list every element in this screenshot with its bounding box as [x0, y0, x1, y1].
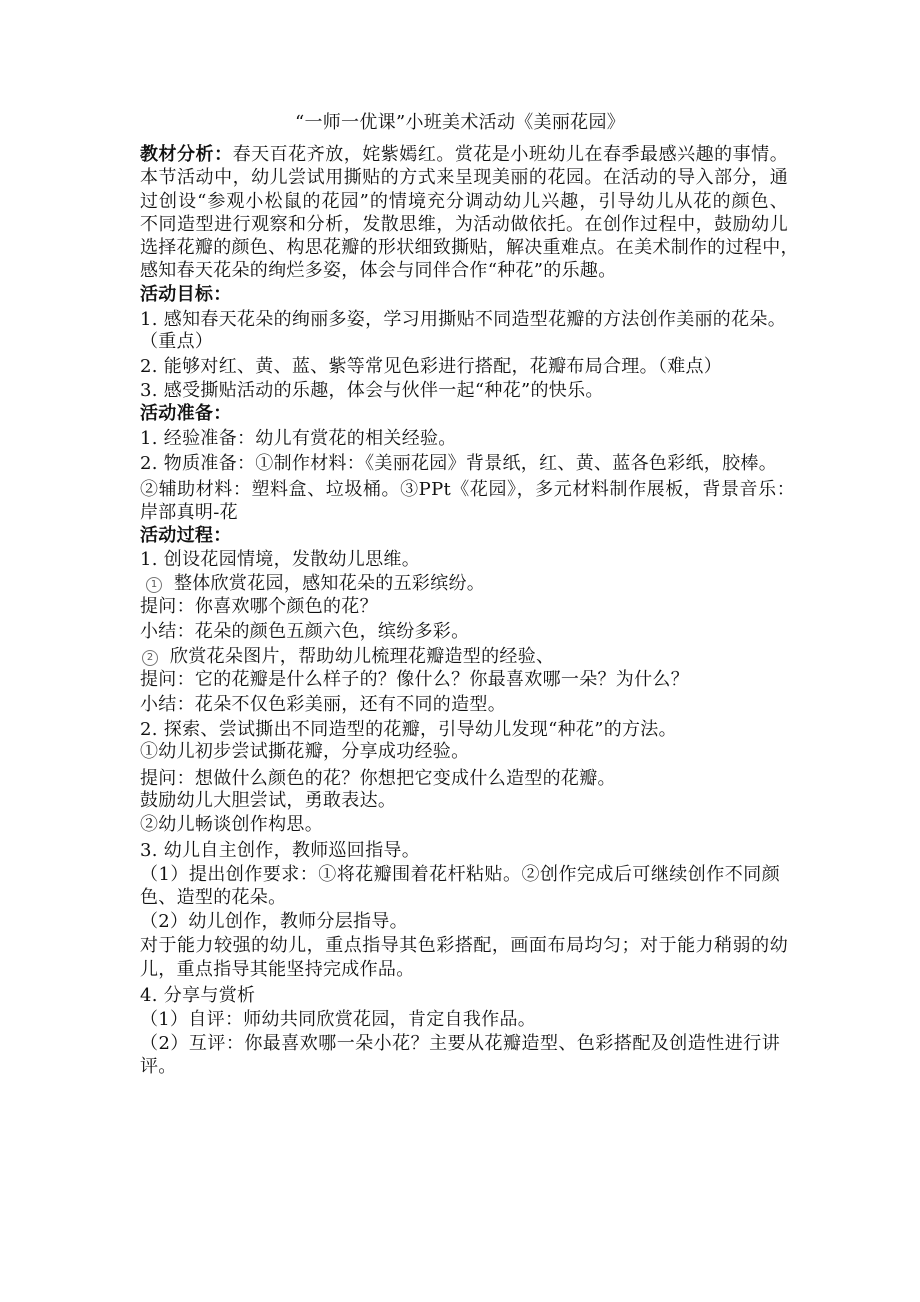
process-line: 提问：想做什么颜色的花？你想把它变成什么造型的花瓣。: [140, 768, 616, 789]
section-heading-objectives: 活动目标：: [140, 284, 232, 305]
analysis-line: 本节活动中，幼儿尝试用撕贴的方式来呈现美丽的花园。在活动的导入部分，通: [140, 167, 788, 188]
process-line: 提问：你喜欢哪个颜色的花？: [140, 596, 378, 617]
analysis-line: 选择花瓣的颜色、构思花瓣的形状细致撕贴，解决重难点。在美术制作的过程中，: [140, 237, 799, 258]
process-line: （1）自评：师幼共同欣赏花园，肯定自我作品。: [140, 1009, 537, 1030]
section-heading-analysis: 教材分析：: [140, 144, 233, 165]
process-line: 提问：它的花瓣是什么样子的？像什么？你最喜欢哪一朵？为什么？: [140, 669, 689, 690]
process-line: 色、造型的花朵。: [140, 887, 287, 908]
analysis-line: 不同造型进行观察和分析，发散思维，为活动做依托。在创作过程中，鼓励幼儿: [140, 214, 788, 235]
process-line: （1）提出创作要求：①将花瓣围着花杆粘贴。②创作完成后可继续创作不同颜: [140, 864, 780, 885]
process-step: 2. 探索、尝试撕出不同造型的花瓣，引导幼儿发现“种花”的方法。: [140, 719, 677, 740]
process-step: 1. 创设花园情境，发散幼儿思维。: [140, 549, 420, 570]
process-step: 4. 分享与赏析: [140, 985, 256, 1006]
analysis-line: 过创设“参观小松鼠的花园”的情境充分调动幼儿兴趣，引导幼儿从花的颜色、: [140, 191, 788, 212]
process-line: ②幼儿畅谈创作构思。: [140, 814, 323, 835]
process-line: 小结：花朵不仅色彩美丽，还有不同的造型。: [140, 694, 506, 715]
objective-item: 3. 感受撕贴活动的乐趣，体会与伙伴一起“种花”的快乐。: [140, 380, 604, 401]
process-step: 3. 幼儿自主创作，教师巡回指导。: [140, 840, 420, 861]
process-line: 评。: [140, 1056, 177, 1077]
analysis-text: 春天百花齐放，姹紫嫣红。赏花是小班幼儿在春季最感兴趣的事情。: [232, 144, 789, 165]
objective-item: 2. 能够对红、黄、蓝、紫等常见色彩进行搭配，花瓣布局合理。（难点）: [140, 356, 723, 377]
process-line: 对于能力较强的幼儿，重点指导其色彩搭配，画面布局均匀；对于能力稍弱的幼: [140, 935, 788, 956]
preparation-item: 2. 物质准备：①制作材料：《美丽花园》背景纸，红、黄、蓝各色彩纸，胶棒。: [140, 453, 777, 474]
process-substep: [146, 573, 485, 595]
analysis-line: [140, 144, 788, 166]
process-line: 儿，重点指导其能坚持完成作品。: [140, 959, 415, 980]
process-substep-text: 欣赏花朵图片，帮助幼儿梳理花瓣造型的经验、: [170, 646, 555, 667]
process-line: （2）幼儿创作，教师分层指导。: [140, 911, 408, 932]
circled-number-marker: 1: [146, 577, 162, 593]
preparation-item: 岸部真明-花: [140, 502, 238, 523]
document-title: “一师一优课”小班美术活动《美丽花园》: [294, 112, 626, 133]
process-substep: [142, 646, 554, 668]
objective-item: 1. 感知春天花朵的绚丽多姿，学习用撕贴不同造型花瓣的方法创作美丽的花朵。: [140, 309, 786, 330]
preparation-item: 1. 经验准备：幼儿有赏花的相关经验。: [140, 428, 457, 449]
process-line: 小结：花朵的颜色五颜六色，缤纷多彩。: [140, 621, 470, 642]
section-heading-process: 活动过程：: [140, 525, 232, 546]
process-line: （2）互评：你最喜欢哪一朵小花？主要从花瓣造型、色彩搭配及创造性进行讲: [140, 1033, 780, 1054]
process-line: ①幼儿初步尝试撕花瓣，分享成功经验。: [140, 741, 470, 762]
process-substep-text: 整体欣赏花园，感知花朵的五彩缤纷。: [174, 573, 486, 594]
section-heading-preparation: 活动准备：: [140, 403, 232, 424]
analysis-line: 感知春天花朵的绚烂多姿，体会与同伴合作“种花”的乐趣。: [140, 260, 617, 281]
objective-item: （重点）: [140, 331, 214, 352]
circled-number-marker: 2: [142, 650, 158, 666]
preparation-item: ②辅助材料：塑料盒、垃圾桶。③PPt《花园》，多元材料制作展板，背景音乐：: [140, 479, 795, 500]
process-line: 鼓励幼儿大胆尝试，勇敢表达。: [140, 790, 397, 811]
